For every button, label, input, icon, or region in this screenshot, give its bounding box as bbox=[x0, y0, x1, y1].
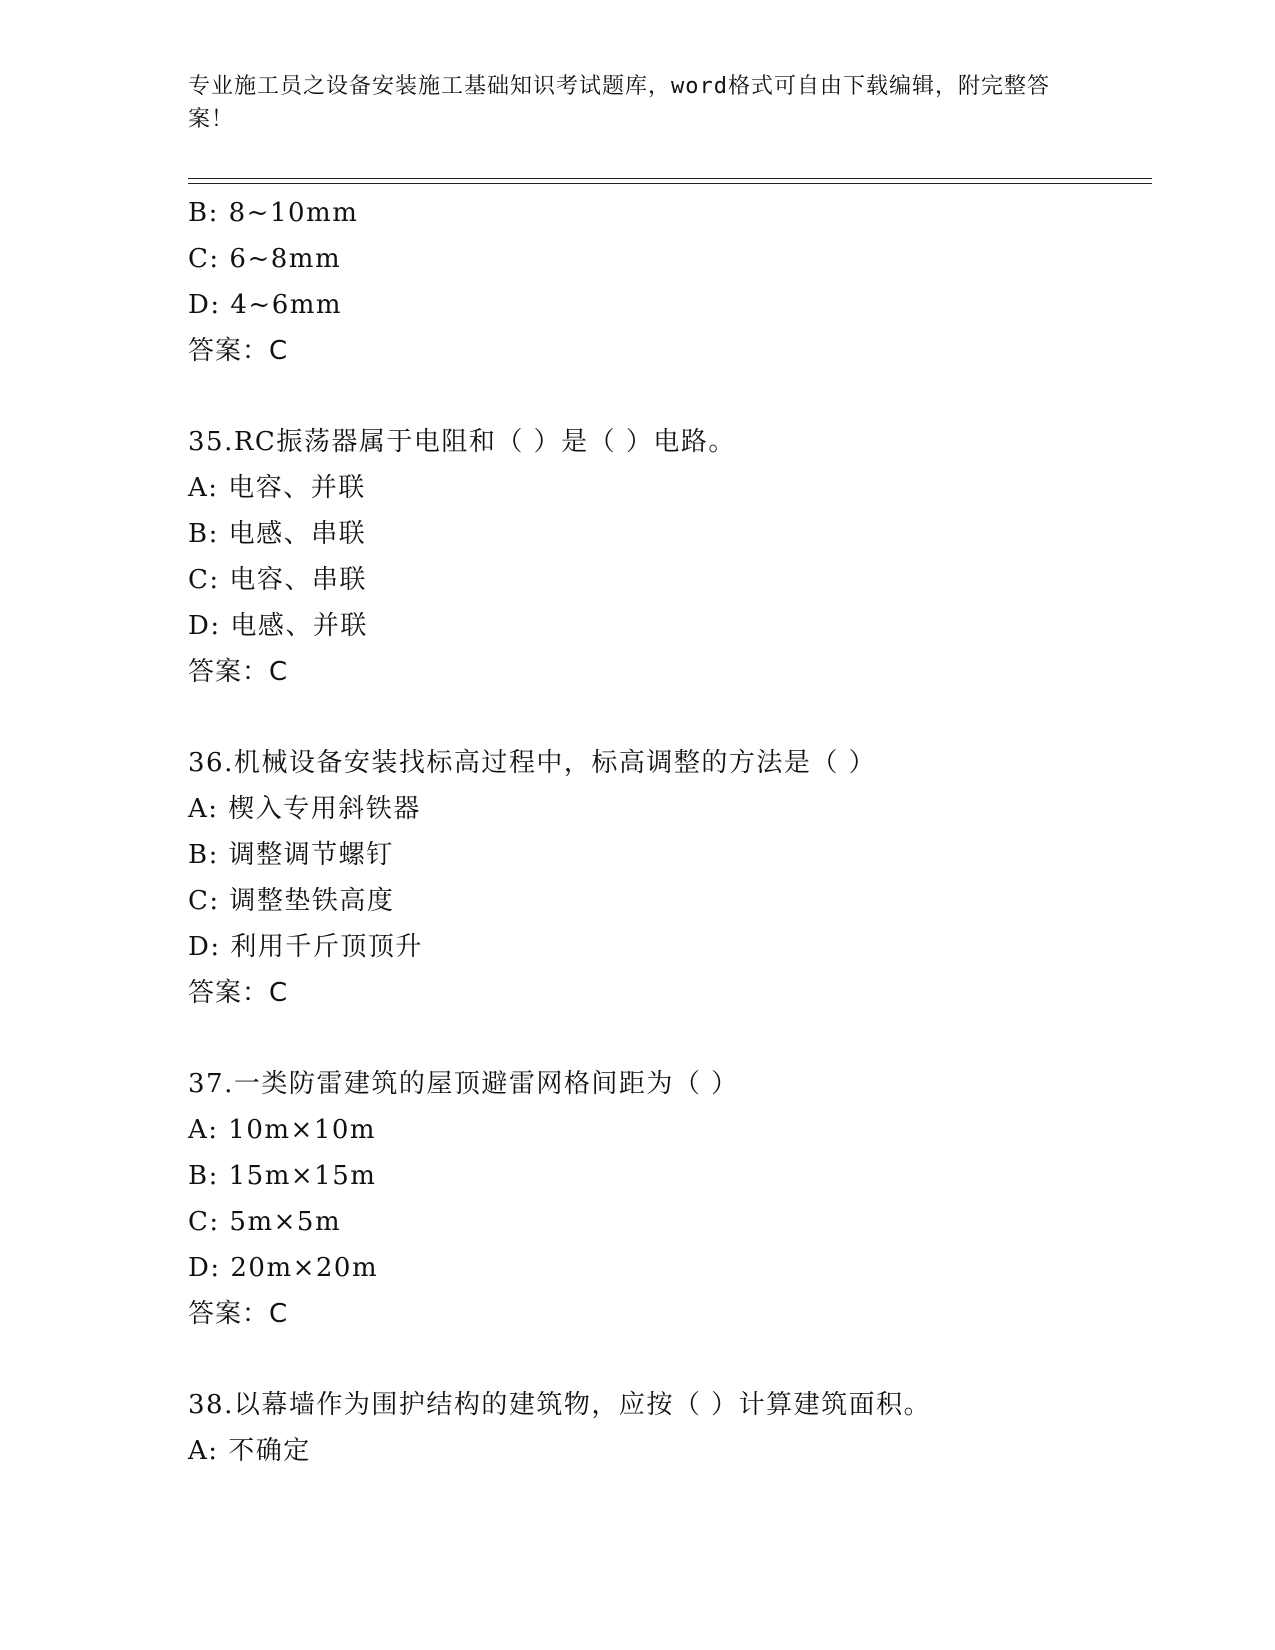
question-text: 35.RC振荡器属于电阻和（ ）是（ ）电路。 bbox=[188, 427, 736, 457]
answer-option: A: 楔入专用斜铁器 bbox=[188, 794, 421, 824]
answer-key: 答案：C bbox=[188, 978, 289, 1008]
answer-key: 答案：C bbox=[188, 657, 289, 687]
question-spacer bbox=[188, 695, 1152, 740]
question-list bbox=[188, 190, 1152, 1474]
question-spacer bbox=[188, 1016, 1152, 1061]
answer-option: C: 电容、串联 bbox=[188, 565, 367, 595]
answer-option: C: 调整垫铁高度 bbox=[188, 886, 395, 916]
question-text: 38.以幕墙作为围护结构的建筑物，应按（ ）计算建筑面积。 bbox=[188, 1390, 932, 1420]
answer-option: B: 15m×15m bbox=[188, 1161, 377, 1191]
question-spacer bbox=[188, 1337, 1152, 1382]
header-rule-top bbox=[188, 178, 1152, 179]
question-text: 37.一类防雷建筑的屋顶避雷网格间距为（ ） bbox=[188, 1069, 739, 1099]
answer-option: B: 调整调节螺钉 bbox=[188, 840, 394, 870]
answer-option: A: 10m×10m bbox=[188, 1115, 377, 1145]
answer-option: B: 8~10mm bbox=[188, 198, 359, 228]
answer-option: D: 利用千斤顶顶升 bbox=[188, 932, 423, 962]
question-text: 36.机械设备安装找标高过程中，标高调整的方法是（ ） bbox=[188, 748, 877, 778]
answer-option: C: 5m×5m bbox=[188, 1207, 342, 1237]
answer-option: D: 4~6mm bbox=[188, 290, 343, 320]
answer-option: A: 电容、并联 bbox=[188, 473, 366, 503]
answer-option: A: 不确定 bbox=[188, 1436, 311, 1466]
answer-key: 答案：C bbox=[188, 1299, 289, 1329]
answer-option: B: 电感、串联 bbox=[188, 519, 367, 549]
answer-option: D: 20m×20m bbox=[188, 1253, 379, 1283]
answer-option: D: 电感、并联 bbox=[188, 611, 368, 641]
header-rule-bottom bbox=[188, 183, 1152, 184]
question-spacer bbox=[188, 374, 1152, 419]
document-header: 专业施工员之设备安装施工基础知识考试题库，word格式可自由下载编辑，附完整答案！ bbox=[188, 74, 1050, 132]
answer-key: 答案：C bbox=[188, 336, 289, 366]
answer-option: C: 6~8mm bbox=[188, 244, 342, 274]
